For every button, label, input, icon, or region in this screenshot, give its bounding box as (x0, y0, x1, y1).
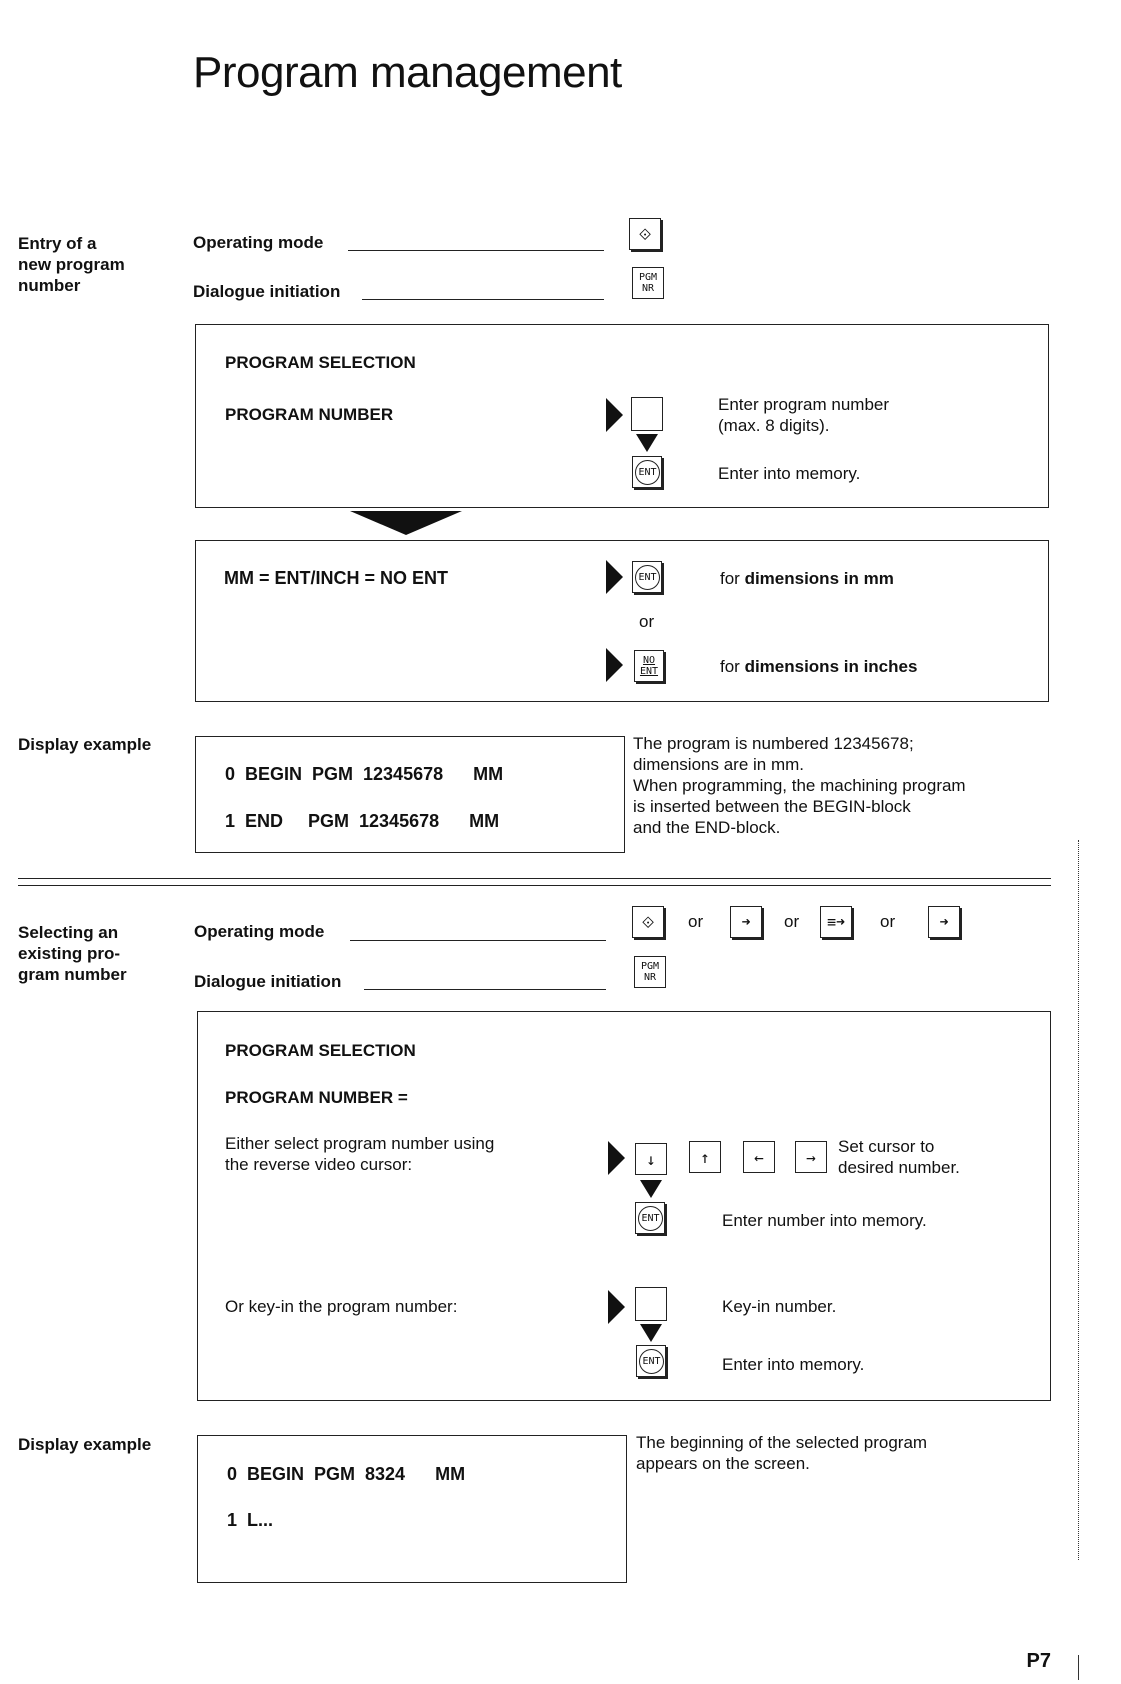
dialogue-initiation-underline (362, 299, 604, 300)
mm-inch-prompt: MM = ENT/INCH = NO ENT (224, 568, 449, 588)
display-example-note: The beginning of the selected program appears on the screen. (636, 1433, 928, 1473)
display-line: 1 END PGM 12345678 MM (225, 811, 500, 831)
display-example-label: Display example (18, 735, 152, 754)
program-selection-box (197, 1011, 1051, 1401)
pointer-arrow-icon (606, 398, 623, 432)
pointer-arrow-icon-mm (606, 560, 623, 594)
pointer-arrow-icon (608, 1141, 625, 1175)
enter-program-number-note: Enter program number (max. 8 digits). (718, 395, 890, 435)
pointer-arrow-icon (608, 1290, 625, 1324)
number-entry-key[interactable] (635, 1287, 667, 1321)
program-selection-heading: PROGRAM SELECTION (225, 353, 416, 372)
option-bold-mm: dimensions in mm (744, 569, 894, 588)
ent-key-label: ENT (638, 1206, 663, 1231)
or-text: or (880, 912, 896, 931)
keyin-instruction: Or key-in the program number: (225, 1297, 458, 1316)
enter-number-note: Enter number into memory. (722, 1211, 927, 1230)
big-flow-arrow-icon (350, 511, 462, 535)
display-example-screen (197, 1435, 627, 1583)
ent-key-label: ENT (635, 460, 660, 485)
display-line: 0 BEGIN PGM 8324 MM (227, 1464, 466, 1484)
test-run-key-icon[interactable]: ➜ (928, 906, 960, 938)
section-label-new-program: Entry of a new program number (18, 234, 125, 295)
section-label-existing-program: Selecting an existing pro- gram number (18, 923, 127, 984)
pgm-nr-key-icon[interactable]: PGM NR (634, 956, 666, 988)
cursor-down-key-icon[interactable]: ↓ (635, 1143, 667, 1175)
flow-arrow-down-icon (640, 1324, 662, 1342)
option-prefix: for (720, 569, 745, 588)
programming-mode-key-icon[interactable]: ⟐ (629, 218, 661, 250)
or-text: or (688, 912, 704, 931)
option-prefix: for (720, 657, 745, 676)
pgm-nr-key-icon[interactable]: PGM NR (632, 267, 664, 299)
operating-mode-underline (348, 250, 604, 251)
operating-mode-label: Operating mode (193, 233, 324, 252)
enter-into-memory-note: Enter into memory. (718, 464, 861, 483)
dialogue-initiation-label: Dialogue initiation (193, 282, 341, 301)
ent-key-icon[interactable] (635, 1202, 665, 1234)
enter-into-memory-note: Enter into memory. (722, 1355, 865, 1374)
ent-key-label-mm: ENT (635, 565, 660, 590)
single-block-key-icon[interactable]: ➜ (730, 906, 762, 938)
cursor-right-key-icon[interactable]: → (795, 1141, 827, 1173)
cursor-up-key-icon[interactable]: ↑ (689, 1141, 721, 1173)
or-text: or (639, 612, 655, 631)
page-title: Program management (193, 48, 622, 97)
dimensions-mm-option (720, 568, 894, 589)
display-line: 0 BEGIN PGM 12345678 MM (225, 764, 504, 784)
operating-mode-label: Operating mode (194, 922, 325, 941)
number-entry-key[interactable] (631, 397, 663, 431)
ent-key-icon-mm[interactable] (632, 561, 662, 593)
ent-key-label: ENT (639, 1349, 664, 1374)
dialogue-initiation-underline (364, 989, 606, 990)
select-with-cursor-instruction: Either select program number using the reverse video cursor: (225, 1134, 495, 1174)
flow-arrow-down-icon (640, 1180, 662, 1198)
display-example-note: The program is numbered 12345678; dimensions are in mm. When programming, the machining program is inserted between the BEGIN-block and the END-block. (633, 734, 966, 837)
dialogue-initiation-label: Dialogue initiation (194, 972, 342, 991)
margin-mark (1078, 840, 1079, 1560)
set-cursor-note: Set cursor to desired number. (838, 1137, 960, 1177)
section-divider (18, 878, 1051, 879)
display-line: 1 L... (227, 1510, 274, 1530)
ent-key-icon[interactable] (632, 456, 662, 488)
flow-arrow-down-icon (636, 434, 658, 452)
keyin-number-note: Key-in number. (722, 1297, 837, 1316)
option-bold-inch: dimensions in inches (744, 657, 918, 676)
programming-mode-key-icon[interactable]: ⟐ (632, 906, 664, 938)
program-number-prompt: PROGRAM NUMBER = (225, 1088, 408, 1107)
pointer-arrow-icon-inch (606, 648, 623, 682)
program-selection-heading: PROGRAM SELECTION (225, 1041, 416, 1060)
or-text: or (784, 912, 800, 931)
full-sequence-key-icon[interactable]: ≡➜ (820, 906, 852, 938)
program-number-prompt: PROGRAM NUMBER (225, 405, 394, 424)
page-number: P7 (1026, 1650, 1051, 1672)
ent-key-icon[interactable] (636, 1345, 666, 1377)
margin-mark (1078, 1655, 1079, 1680)
display-example-screen (195, 736, 625, 853)
display-example-label: Display example (18, 1435, 152, 1454)
operating-mode-underline (350, 940, 606, 941)
dimensions-inch-option (720, 656, 917, 677)
no-ent-key-icon[interactable]: NO ENT (634, 650, 664, 682)
cursor-left-key-icon[interactable]: ← (743, 1141, 775, 1173)
section-divider-second (18, 885, 1051, 886)
